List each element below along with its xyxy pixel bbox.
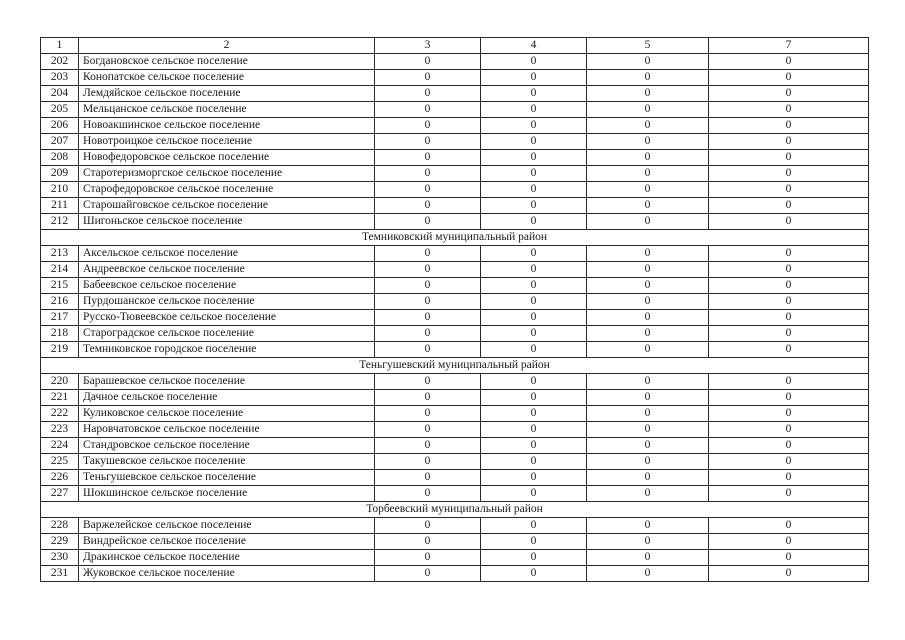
row-number: 216	[41, 294, 79, 310]
table-row	[41, 150, 869, 166]
value-cell: 0	[481, 118, 587, 134]
settlement-name: Старофедоровское сельское поселение	[79, 182, 375, 198]
value-cell: 0	[587, 262, 709, 278]
settlement-name: Аксельское сельское поселение	[79, 246, 375, 262]
value-cell: 0	[587, 182, 709, 198]
value-cell: 0	[709, 438, 869, 454]
row-number: 208	[41, 150, 79, 166]
value-cell: 0	[709, 102, 869, 118]
value-cell: 0	[587, 550, 709, 566]
value-cell: 0	[481, 438, 587, 454]
row-number: 229	[41, 534, 79, 550]
settlement-name: Новофедоровское сельское поселение	[79, 150, 375, 166]
table-row	[41, 214, 869, 230]
table-row	[41, 70, 869, 86]
value-cell: 0	[481, 374, 587, 390]
table-row	[41, 374, 869, 390]
value-cell: 0	[709, 166, 869, 182]
row-number: 214	[41, 262, 79, 278]
row-number: 215	[41, 278, 79, 294]
value-cell: 0	[375, 438, 481, 454]
settlement-name: Наровчатовское сельское поселение	[79, 422, 375, 438]
value-cell: 0	[709, 86, 869, 102]
settlement-name: Шигоньское сельское поселение	[79, 214, 375, 230]
table-row	[41, 118, 869, 134]
value-cell: 0	[375, 342, 481, 358]
table-row	[41, 310, 869, 326]
value-cell: 0	[587, 342, 709, 358]
value-cell: 0	[375, 118, 481, 134]
value-cell: 0	[709, 390, 869, 406]
value-cell: 0	[587, 166, 709, 182]
value-cell: 0	[587, 486, 709, 502]
value-cell: 0	[587, 278, 709, 294]
value-cell: 0	[481, 470, 587, 486]
settlement-name: Конопатское сельское поселение	[79, 70, 375, 86]
settlement-name: Темниковское городское поселение	[79, 342, 375, 358]
value-cell: 0	[375, 326, 481, 342]
header-cell-4: 4	[481, 38, 587, 54]
value-cell: 0	[709, 198, 869, 214]
value-cell: 0	[587, 246, 709, 262]
value-cell: 0	[481, 550, 587, 566]
value-cell: 0	[587, 102, 709, 118]
row-number: 228	[41, 518, 79, 534]
settlement-name: Такушевское сельское поселение	[79, 454, 375, 470]
value-cell: 0	[587, 374, 709, 390]
settlement-name: Старошайговское сельское поселение	[79, 198, 375, 214]
value-cell: 0	[375, 390, 481, 406]
value-cell: 0	[481, 278, 587, 294]
value-cell: 0	[481, 166, 587, 182]
settlement-name: Варжелейское сельское поселение	[79, 518, 375, 534]
value-cell: 0	[587, 390, 709, 406]
value-cell: 0	[709, 54, 869, 70]
row-number: 231	[41, 566, 79, 582]
value-cell: 0	[375, 134, 481, 150]
row-number: 209	[41, 166, 79, 182]
section-row	[41, 230, 869, 246]
table-row	[41, 486, 869, 502]
value-cell: 0	[587, 454, 709, 470]
header-cell-7: 7	[709, 38, 869, 54]
header-cell-1: 1	[41, 38, 79, 54]
value-cell: 0	[587, 310, 709, 326]
value-cell: 0	[375, 518, 481, 534]
value-cell: 0	[375, 246, 481, 262]
settlement-name: Староградское сельское поселение	[79, 326, 375, 342]
value-cell: 0	[481, 566, 587, 582]
value-cell: 0	[375, 550, 481, 566]
value-cell: 0	[375, 262, 481, 278]
settlement-name: Дракинское сельское поселение	[79, 550, 375, 566]
value-cell: 0	[375, 406, 481, 422]
value-cell: 0	[709, 486, 869, 502]
value-cell: 0	[375, 486, 481, 502]
value-cell: 0	[481, 70, 587, 86]
value-cell: 0	[587, 534, 709, 550]
row-number: 230	[41, 550, 79, 566]
value-cell: 0	[587, 214, 709, 230]
value-cell: 0	[709, 214, 869, 230]
value-cell: 0	[481, 454, 587, 470]
value-cell: 0	[709, 550, 869, 566]
value-cell: 0	[709, 374, 869, 390]
value-cell: 0	[587, 54, 709, 70]
document-sheet	[40, 37, 868, 582]
settlement-name: Новотроицкое сельское поселение	[79, 134, 375, 150]
value-cell: 0	[481, 534, 587, 550]
row-number: 210	[41, 182, 79, 198]
value-cell: 0	[375, 70, 481, 86]
value-cell: 0	[375, 278, 481, 294]
value-cell: 0	[587, 70, 709, 86]
value-cell: 0	[375, 182, 481, 198]
value-cell: 0	[375, 214, 481, 230]
settlement-name: Лемдяйское сельское поселение	[79, 86, 375, 102]
row-number: 212	[41, 214, 79, 230]
value-cell: 0	[709, 326, 869, 342]
value-cell: 0	[481, 134, 587, 150]
value-cell: 0	[587, 134, 709, 150]
row-number: 219	[41, 342, 79, 358]
settlement-name: Богдановское сельское поселение	[79, 54, 375, 70]
row-number: 211	[41, 198, 79, 214]
table-row	[41, 294, 869, 310]
value-cell: 0	[709, 118, 869, 134]
value-cell: 0	[375, 374, 481, 390]
settlement-name: Андреевское сельское поселение	[79, 262, 375, 278]
table-row	[41, 86, 869, 102]
header-cell-5: 5	[587, 38, 709, 54]
value-cell: 0	[709, 246, 869, 262]
value-cell: 0	[481, 182, 587, 198]
table-body	[41, 38, 869, 582]
row-number: 226	[41, 470, 79, 486]
table-row	[41, 422, 869, 438]
value-cell: 0	[709, 278, 869, 294]
value-cell: 0	[375, 310, 481, 326]
value-cell: 0	[587, 150, 709, 166]
value-cell: 0	[375, 198, 481, 214]
value-cell: 0	[481, 246, 587, 262]
value-cell: 0	[709, 454, 869, 470]
value-cell: 0	[587, 406, 709, 422]
row-number: 222	[41, 406, 79, 422]
value-cell: 0	[375, 166, 481, 182]
table-row	[41, 406, 869, 422]
section-row	[41, 358, 869, 374]
value-cell: 0	[375, 470, 481, 486]
table-row	[41, 102, 869, 118]
row-number: 207	[41, 134, 79, 150]
value-cell: 0	[481, 390, 587, 406]
value-cell: 0	[481, 54, 587, 70]
settlements-table	[40, 37, 869, 582]
value-cell: 0	[481, 406, 587, 422]
settlement-name: Новоакшинское сельское поселение	[79, 118, 375, 134]
row-number: 206	[41, 118, 79, 134]
row-number: 213	[41, 246, 79, 262]
value-cell: 0	[481, 326, 587, 342]
value-cell: 0	[481, 102, 587, 118]
settlement-name: Теньгушевское сельское поселение	[79, 470, 375, 486]
value-cell: 0	[587, 294, 709, 310]
value-cell: 0	[709, 294, 869, 310]
row-number: 218	[41, 326, 79, 342]
value-cell: 0	[709, 534, 869, 550]
settlement-name: Жуковское сельское поселение	[79, 566, 375, 582]
settlement-name: Старотеризморгское сельское поселение	[79, 166, 375, 182]
settlement-name: Пурдошанское сельское поселение	[79, 294, 375, 310]
table-row	[41, 534, 869, 550]
table-row	[41, 182, 869, 198]
value-cell: 0	[709, 182, 869, 198]
table-row	[41, 166, 869, 182]
row-number: 227	[41, 486, 79, 502]
value-cell: 0	[481, 342, 587, 358]
value-cell: 0	[481, 214, 587, 230]
value-cell: 0	[709, 470, 869, 486]
table-row	[41, 54, 869, 70]
value-cell: 0	[709, 342, 869, 358]
table-row	[41, 390, 869, 406]
value-cell: 0	[587, 198, 709, 214]
table-row	[41, 326, 869, 342]
table-row	[41, 262, 869, 278]
settlement-name: Стандровское сельское поселение	[79, 438, 375, 454]
value-cell: 0	[587, 470, 709, 486]
section-row	[41, 502, 869, 518]
table-row	[41, 198, 869, 214]
settlement-name: Дачное сельское поселение	[79, 390, 375, 406]
header-row	[41, 38, 869, 54]
value-cell: 0	[587, 118, 709, 134]
value-cell: 0	[587, 438, 709, 454]
value-cell: 0	[375, 54, 481, 70]
header-cell-3: 3	[375, 38, 481, 54]
value-cell: 0	[375, 422, 481, 438]
value-cell: 0	[709, 70, 869, 86]
value-cell: 0	[709, 262, 869, 278]
value-cell: 0	[709, 150, 869, 166]
value-cell: 0	[375, 294, 481, 310]
row-number: 217	[41, 310, 79, 326]
row-number: 221	[41, 390, 79, 406]
table-row	[41, 278, 869, 294]
value-cell: 0	[709, 422, 869, 438]
value-cell: 0	[481, 86, 587, 102]
settlement-name: Мельцанское сельское поселение	[79, 102, 375, 118]
section-title: Теньгушевский муниципальный район	[41, 358, 869, 374]
table-row	[41, 134, 869, 150]
value-cell: 0	[481, 198, 587, 214]
value-cell: 0	[587, 86, 709, 102]
value-cell: 0	[375, 102, 481, 118]
value-cell: 0	[709, 566, 869, 582]
value-cell: 0	[375, 86, 481, 102]
value-cell: 0	[709, 518, 869, 534]
settlement-name: Куликовское сельское поселение	[79, 406, 375, 422]
value-cell: 0	[481, 310, 587, 326]
settlement-name: Бабеевское сельское поселение	[79, 278, 375, 294]
row-number: 205	[41, 102, 79, 118]
settlement-name: Шокшинское сельское поселение	[79, 486, 375, 502]
section-title: Темниковский муниципальный район	[41, 230, 869, 246]
row-number: 204	[41, 86, 79, 102]
value-cell: 0	[481, 294, 587, 310]
value-cell: 0	[375, 534, 481, 550]
value-cell: 0	[709, 310, 869, 326]
table-row	[41, 454, 869, 470]
value-cell: 0	[709, 406, 869, 422]
settlement-name: Виндрейское сельское поселение	[79, 534, 375, 550]
value-cell: 0	[375, 454, 481, 470]
table-row	[41, 438, 869, 454]
table-row	[41, 246, 869, 262]
settlement-name: Русско-Тювеевское сельское поселение	[79, 310, 375, 326]
row-number: 203	[41, 70, 79, 86]
table-row	[41, 550, 869, 566]
table-row	[41, 518, 869, 534]
row-number: 220	[41, 374, 79, 390]
row-number: 224	[41, 438, 79, 454]
section-title: Торбеевский муниципальный район	[41, 502, 869, 518]
row-number: 225	[41, 454, 79, 470]
value-cell: 0	[481, 262, 587, 278]
value-cell: 0	[709, 134, 869, 150]
value-cell: 0	[481, 150, 587, 166]
settlement-name: Барашевское сельское поселение	[79, 374, 375, 390]
value-cell: 0	[375, 566, 481, 582]
value-cell: 0	[587, 566, 709, 582]
row-number: 202	[41, 54, 79, 70]
value-cell: 0	[481, 518, 587, 534]
value-cell: 0	[587, 326, 709, 342]
header-cell-2: 2	[79, 38, 375, 54]
table-row	[41, 342, 869, 358]
row-number: 223	[41, 422, 79, 438]
value-cell: 0	[375, 150, 481, 166]
value-cell: 0	[481, 422, 587, 438]
table-row	[41, 470, 869, 486]
value-cell: 0	[587, 422, 709, 438]
value-cell: 0	[587, 518, 709, 534]
value-cell: 0	[481, 486, 587, 502]
table-row	[41, 566, 869, 582]
